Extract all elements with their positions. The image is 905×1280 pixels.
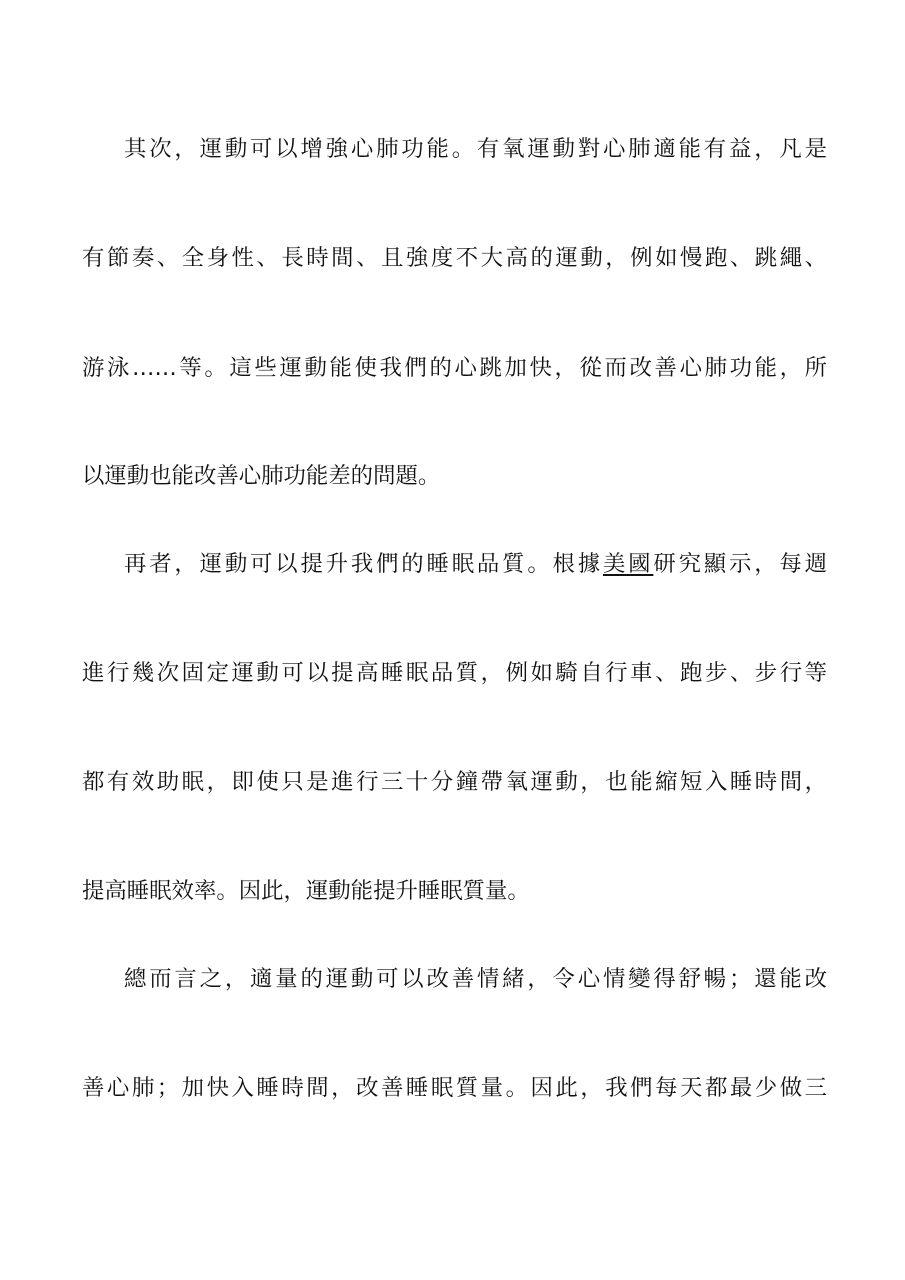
- paragraph-1-line-2: 有節奏、全身性、長時間、且強度不大高的運動，例如慢跑、跳繩、: [82, 245, 827, 271]
- paragraph-2-line-1: [124, 549, 827, 579]
- paragraph-1-line-4: 以運動也能改善心肺功能差的問題。: [82, 463, 441, 489]
- paragraph-2-text-after-link: 研究顯示，每週: [653, 551, 828, 577]
- paragraph-2-text-before-link: 再者，運動可以提升我們的睡眠品質。根據: [124, 551, 603, 577]
- paragraph-3-line-1: 總而言之，適量的運動可以改善情緒，令心情變得舒暢；還能改: [124, 966, 827, 992]
- paragraph-1-line-3: 游泳……等。這些運動能使我們的心跳加快，從而改善心肺功能，所: [82, 355, 827, 381]
- paragraph-3-line-2: 善心肺；加快入睡時間，改善睡眠質量。因此，我們每天都最少做三: [82, 1075, 827, 1101]
- paragraph-1-line-1: 其次，運動可以增強心肺功能。有氧運動對心肺適能有益，凡是: [124, 136, 827, 162]
- underlined-term-usa: 美國: [602, 551, 654, 577]
- paragraph-2-line-2: 進行幾次固定運動可以提高睡眠品質，例如騎自行車、跑步、步行等: [82, 660, 827, 686]
- paragraph-2-line-4: 提高睡眠效率。因此，運動能提升睡眠質量。: [82, 878, 530, 904]
- paragraph-2-line-3: 都有效助眠，即使只是進行三十分鐘帶氧運動，也能縮短入睡時間，: [82, 769, 827, 795]
